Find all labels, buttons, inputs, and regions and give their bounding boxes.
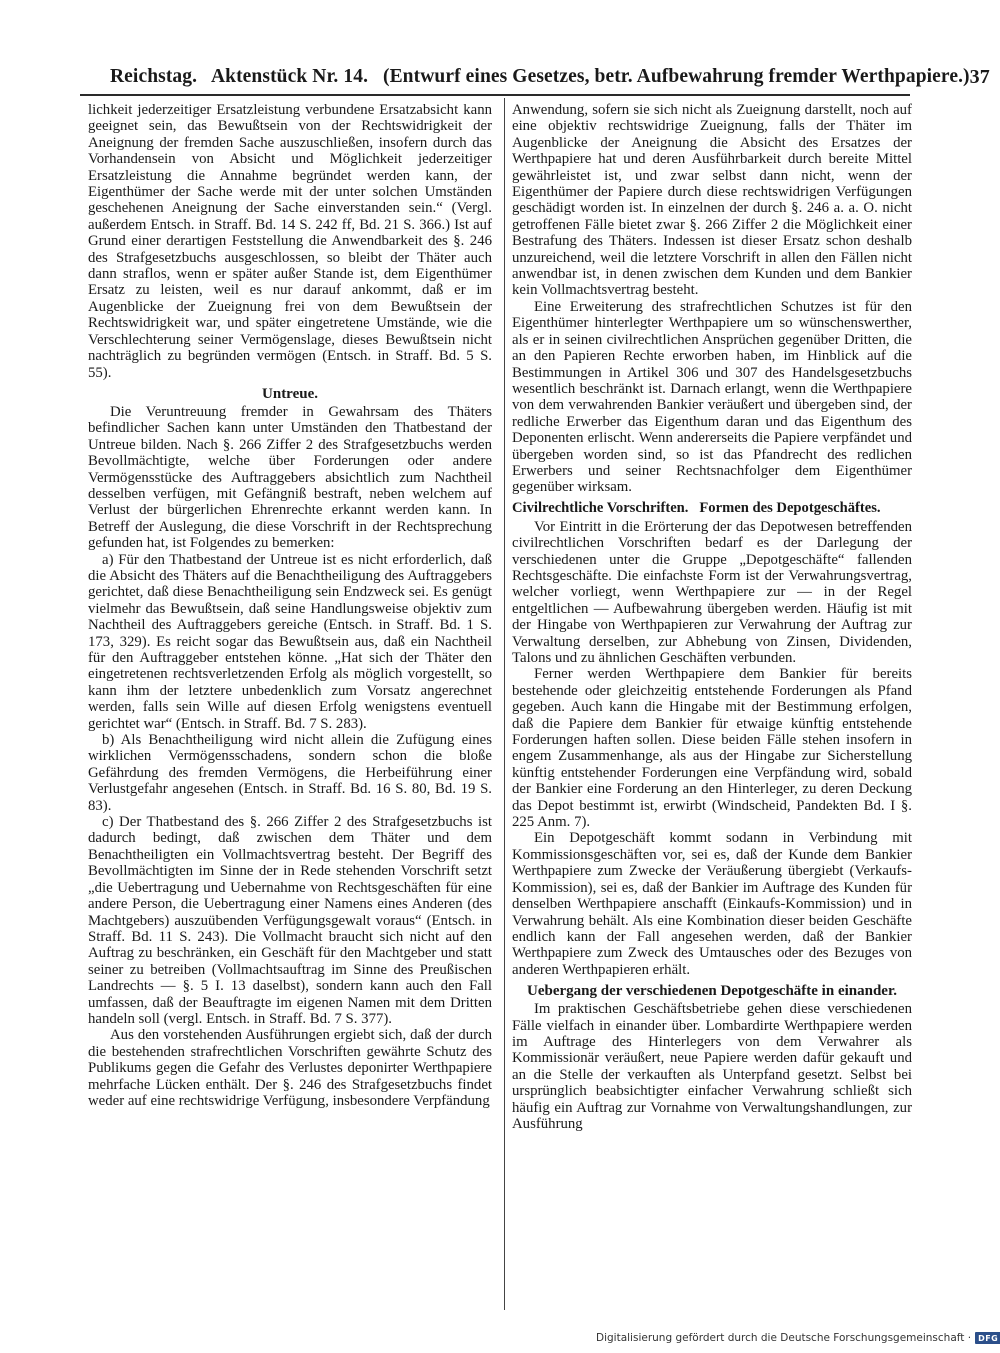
page-number: 37 <box>969 65 990 88</box>
left-paragraph-a: a) Für den Thatbestand der Untreue ist es nicht erforderlich, daß die Absicht des Thäters auf die Benachtheiligung des Auftraggebers gerichtet, daß diese Benachtheiligung sein Endzweck sei. Es genügt vielmehr das Bewußtsein, daß seine Handlungsweise objektiv zum Nachtheil des Auftraggebers gereiche (Entsch. in Straff. Bd. 1 S. 173, 329). Es reicht sogar das Bewußtsein aus, daß ein Nachtheil für den Auftraggeber entstehen könne. „Hat sich der Thäter den eingetretenen rechtsverletzenden Erfolg als möglich vorgestellt, so kann ihm der letztere unbedenklich zum Vorsatz angerechnet werden, falls sein Wille auf diesen Erfolg wenigstens eventuell gerichtet war“ (Entsch. in Straff. Bd. 7 S. 283). <box>88 551 492 732</box>
footer-text: Digitalisierung gefördert durch die Deutsche Forschungsgemeinschaft · <box>596 1332 972 1344</box>
right-paragraph: Eine Erweiterung des strafrechtlichen Schutzes ist für den Eigenthümer hinterlegter Werthpapiere um so wünschenswerther, als er in seinen civilrechtlichen Ansprüchen gegenüber Dritten, die an den Papieren Rechte erworben haben, im Hinblick auf die Bestimmungen in Artikel 306 und 307 des Handelsgesetzbuchs wesentlich beschränkt ist. Darnach erlangt, wenn die Werthpapiere von dem verwahrenden Bankier veräußert und übergeben sind, der redliche Erwerber das Eigenthum daran und das Eigenthum des Deponenten erlischt. Wenn andererseits die Papiere verpfändet und übergeben worden sind, so ist das Pfandrecht des redlichen Erwerbers und seiner Rechtsnachfolger dem Eigenthümer gegenüber wirksam. <box>512 298 912 496</box>
left-column <box>88 102 492 1314</box>
left-paragraph: Die Veruntreuung fremder in Gewahrsam des Thäters befindlicher Sachen kann unter Umständen den Thatbestand der Untreue bilden. Nach §. 266 Ziffer 2 des Strafgesetzbuchs werden Bevollmächtigte, welche über Forderungen oder andere Vermögensstücke des Auftraggebers absichtlich zum Nachtheil desselben verfügen, mit Gefängniß bestraft, neben welchem auf Verlust der bürgerlichen Ehrenrechte erkannt werden kann. In Betreff der Auslegung, die diese Vorschrift in der Rechtsprechung gefunden hat, ist Folgendes zu bemerken: <box>88 403 492 552</box>
left-paragraph: Aus den vorstehenden Ausführungen ergiebt sich, daß der durch die bestehenden strafrechtlichen Vorschriften gewährte Schutz des Publikums gegen die Gefahr des Verlustes deponirter Werthpapiere mehrfache Lücken enthält. Der §. 246 des Strafgesetzbuchs findet weder auf eine rechtswidrige Verfügung, insbesondere Verpfändung <box>88 1027 492 1109</box>
digitization-footer <box>596 1330 1000 1346</box>
left-paragraph: lichkeit jederzeitiger Ersatzleistung verbundene Ersatzabsicht kann geeignet sein, das Bewußtsein von der Rechtswidrigkeit der Aneignung der fremden Sache auszuschließen, insofern durch das Vorhandensein von Absicht und Möglichkeit jederzeitiger Ersatzleistung die Annahme begründet werden kann, der Eigenthümer der Sache werde mit der unter solchen Umständen geschehenen Aneignung der Sache einverstanden sein.“ (Vergl. außerdem Entsch. in Straff. Bd. 14 S. 242 ff, Bd. 21 S. 366.) Ist auf Grund einer derartigen Feststellung die Anwendbarkeit des §. 246 des Strafgesetzbuchs ausgeschlossen, so bleibt der Thäter auch dann straflos, wenn er später außer Stande ist, dem Eigenthümer Ersatz zu leisten, weil es nur darauf ankommt, daß er im Augenblicke der Zueignung frei von dem Bewußtsein der Rechtswidrigkeit war, und später eingetretene Umstände, wie die Verschlechterung seiner Vermögenslage, dieses Bewußtsein nicht nachträglich zu begründen vermögen (Entsch. in Straff. Bd. 5 S. 55). <box>88 102 492 381</box>
page-header <box>110 60 990 94</box>
right-paragraph: Vor Eintritt in die Erörterung der das Depotwesen betreffenden civilrechtlichen Vorschriften bedarf es der Darlegung der verschiedenen unter die Gruppe „Depotgeschäfte“ fallenden Rechtsgeschäfte. Die einfachste Form ist der Verwahrungsvertrag, welcher vorliegt, wenn Werthpapiere zur — in der Regel entgeltlichen — Aufbewahrung übergeben werden. Häufig ist mit der Hingabe von Werthpapieren zur Verwahrung der Auftrag zur Verwaltung derselben, zur Abhebung von Zinsen, Dividenden, Talons und zu ähnlichen Geschäften verbunden. <box>512 518 912 666</box>
section-heading-uebergang: Uebergang der verschiedenen Depotgeschäfte in einander. <box>527 983 897 1000</box>
section-heading-untreue: Untreue. <box>262 385 318 402</box>
right-paragraph: Im praktischen Geschäftsbetriebe gehen diese verschiedenen Fälle vielfach in einander über. Lombardirte Werthpapiere werden im Auftrage des Hinterlegers von dem Verwahrer als Kommissionär veräußert, neue Papiere werden dafür gekauft und an die Stelle der verkauften als Unterpfand gesetzt. Selbst bei ursprünglich beabsichtigter einfacher Verwahrung schließt sich häufig ein Auftrag zur Vornahme von Verwaltungshandlungen, zur Ausführung <box>512 1001 912 1132</box>
dfg-logo-icon: DFG <box>975 1332 1000 1344</box>
right-paragraph: Anwendung, sofern sie sich nicht als Zueignung darstellt, noch auf eine objektiv rechtswidrige Zueignung, falls der Thäter im Augenblicke der Aneignung die Absicht des Ersatzes der Werthpapiere hat und deren Ausführbarkeit durch bereite Mittel gewährleistet ist, und zwar selbst dann nicht, wenn der Eigenthümer der Papiere durch diese rechtswidrigen Verfügungen geschädigt worden ist. In einzelnen der durch §. 246 a. a. O. nicht getroffenen Fälle bietet zwar §. 266 Ziffer 2 die Möglichkeit einer Bestrafung des Thäters. Indessen ist dieser Ersatz schon deshalb unzureichend, weil die letztere Vorschrift in allen den Fällen nicht anwendbar ist, in denen zwischen dem Kunden und dem Bankier kein Vollmachtsvertrag besteht. <box>512 102 912 299</box>
left-paragraph-c: c) Der Thatbestand des §. 266 Ziffer 2 des Strafgesetzbuchs ist dadurch bedingt, daß zwischen dem Thäter und dem Benachtheiligten ein Vollmachtsvertrag besteht. Der Begriff des Bevollmächtigten im Sinne der in Rede stehenden Vorschrift setzt „die Uebertragung und Uebernahme von Rechtsgeschäften für eine andere Person, die Uebertragung einer Namens eines Anderen (des Machtgebers) auszuübenden Verfügungsgewalt voraus“ (Entsch. in Straff. Bd. 11 S. 243). Die Vollmacht braucht sich nicht auf den Auftrag zu beschränken, ein Geschäft für den Machtgeber und statt seiner zu betreiben (Vollmachtsauftrag im Sinne des Preußischen Landrechts — §. 5 I. 13 daselbst), sondern kann auch den Fall umfassen, daß der Beauftragte im eigenen Namen mit dem Dritten handeln soll (vergl. Entsch. in Straff. Bd. 7 S. 377). <box>88 814 492 1027</box>
right-paragraph: Ein Depotgeschäft kommt sodann in Verbindung mit Kommissionsgeschäften vor, sei es, daß der Kunde dem Bankier Werthpapiere zum Zwecke der Veräußerung übergiebt (Verkaufs-Kommission), sei es, daß der Bankier im Auftrage des Kunden für denselben Werthpapiere anschafft (Einkaufs-Kommission) und in Verwahrung behält. Als eine Kombination dieser beiden Geschäfte endlich kann der Fall angesehen werden, daß der Bankier Werthpapiere zum Zweck des Umtausches oder des Bezuges von anderen Werthpapieren erhält. <box>512 830 912 978</box>
section-heading-civilrecht: Civilrechtliche Vorschriften. Formen des Depotgeschäftes. <box>512 499 881 516</box>
column-divider <box>504 98 505 1310</box>
header-title: Reichstag. Aktenstück Nr. 14. (Entwurf eines Gesetzes, betr. Aufbewahrung fremder Werthpapiere.) <box>110 66 970 87</box>
right-paragraph: Ferner werden Werthpapiere dem Bankier für bereits bestehende oder gleichzeitig entstehende Forderungen als Pfand gegeben. Auch kann die Hingabe mit der Bestimmung erfolgen, daß die Papiere dem Bankier für etwaige künftig entstehende Forderungen haften sollen. Diese beiden Fälle stehen insofern in engem Zusammenhange, als aus der Hingabe zur Sicherstellung künftig entstehender Forderungen eine Verpfändung wird, sobald der Bankier eine Forderung an den Hinterleger, zu deren Deckung das Depot bestimmt ist, erwirbt (Windscheid, Pandekten Bd. I §. 225 Anm. 7). <box>512 666 912 831</box>
header-rule <box>80 94 910 96</box>
left-paragraph-b: b) Als Benachtheiligung wird nicht allein die Zufügung eines wirklichen Vermögensschadens, sondern schon die bloße Gefährdung des fremden Vermögens, die Herbeiführung einer Verlustgefahr angesehen (Entsch. in Straff. Bd. 16 S. 80, Bd. 19 S. 83). <box>88 732 492 814</box>
right-column <box>512 102 912 1314</box>
